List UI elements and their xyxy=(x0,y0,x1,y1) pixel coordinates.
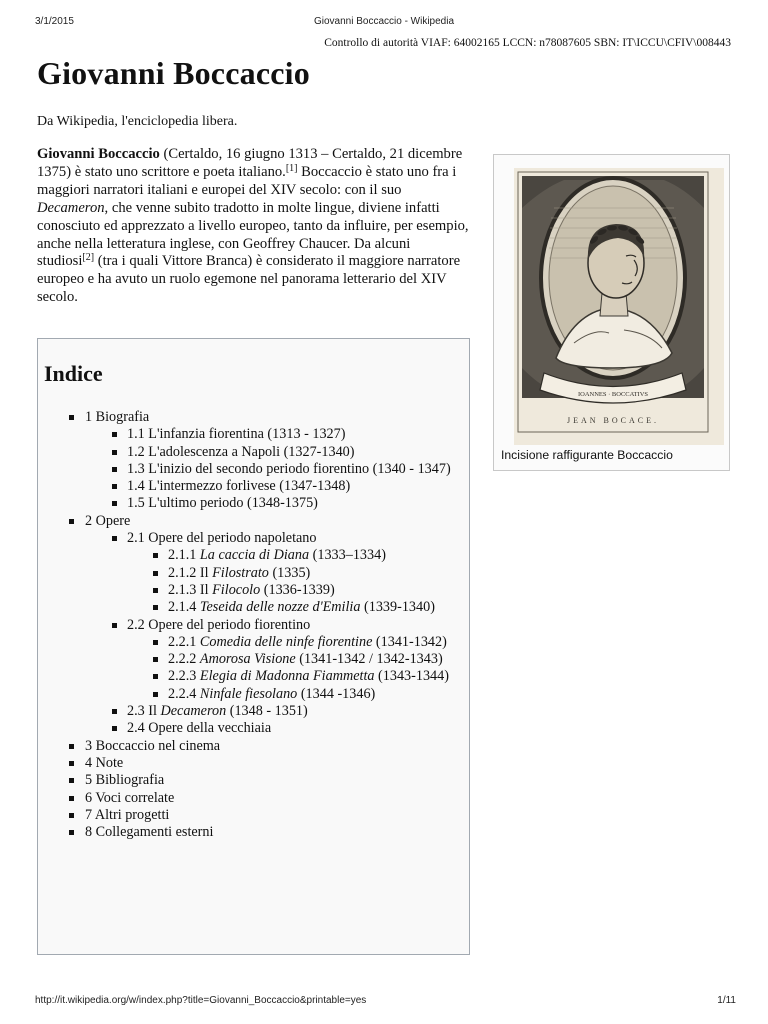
toc-item[interactable] xyxy=(38,478,463,495)
toc-item-dates: (1339-1340) xyxy=(360,599,435,616)
portrait-banner-text: IOANNES · BOCCATIVS xyxy=(577,391,649,398)
toc-item[interactable] xyxy=(38,582,463,599)
toc-item[interactable] xyxy=(38,530,463,547)
bullet-icon xyxy=(69,830,74,835)
toc-item-label: L'ultimo periodo (1348-1375) xyxy=(144,495,318,512)
bullet-icon xyxy=(69,519,74,524)
toc-item-label: Altri progetti xyxy=(92,806,170,823)
toc-item-number: 2.2.3 xyxy=(168,668,197,685)
infobox xyxy=(493,154,730,471)
toc-item-number: 5 xyxy=(85,772,93,789)
toc-item-label: Note xyxy=(92,754,124,771)
toc-item-work-title: Teseida delle nozze d'Emilia xyxy=(199,599,361,616)
toc-item-dates: (1343-1344) xyxy=(374,668,449,685)
toc-item[interactable] xyxy=(38,686,463,703)
footer-url[interactable]: http://it.wikipedia.org/w/index.php?title=Giovanni_Boccaccio&printable=yes xyxy=(35,995,367,1006)
bullet-icon xyxy=(153,571,158,576)
toc-item[interactable] xyxy=(38,617,463,634)
toc-item-number: 1.1 xyxy=(127,426,145,443)
toc-item-number: 4 xyxy=(85,754,93,771)
toc-item-number: 7 xyxy=(85,806,93,823)
intro-text-3: , che venne subito tradotto in molte lingue, diviene infatti conosciuto ed apprezzato a livello europeo, tanto da influire, per esempio, anche nella letteratura inglese, con Geoffrey Chaucer. Da alcuni studiosi xyxy=(37,199,469,270)
toc-item-label: L'infanzia fiorentina (1313 - 1327) xyxy=(144,426,346,443)
bullet-icon xyxy=(153,588,158,593)
toc-title: Indice xyxy=(44,361,103,386)
toc-item-label: Voci correlate xyxy=(92,789,175,806)
toc-item-work-title: Comedia delle ninfe fiorentine xyxy=(199,633,373,650)
toc-item-number: 2.3 xyxy=(127,703,145,720)
bullet-icon xyxy=(112,709,117,714)
toc-item[interactable] xyxy=(38,495,463,512)
toc-item-label: L'inizio del secondo periodo fiorentino (1340 - 1347) xyxy=(144,460,451,477)
bullet-icon xyxy=(69,761,74,766)
toc-item-label: Bibliografia xyxy=(92,772,165,789)
toc-item[interactable] xyxy=(38,634,463,651)
bullet-icon xyxy=(153,640,158,645)
toc-item-label: Biografia xyxy=(92,409,150,425)
toc-item-work-title: Decameron xyxy=(160,703,227,720)
bullet-icon xyxy=(153,674,158,679)
bullet-icon xyxy=(153,657,158,662)
boccaccio-portrait-image[interactable] xyxy=(514,168,724,445)
toc-item-work-title: Filostrato xyxy=(212,564,269,581)
toc-item-work-title: Amorosa Visione xyxy=(199,651,296,668)
toc-item-number: 1 xyxy=(85,409,93,425)
toc-item-dates: (1341-1342) xyxy=(372,633,447,650)
toc-item-number: 2.2.2 xyxy=(168,651,197,668)
toc-item-number: 2 xyxy=(85,512,93,529)
toc-item-label: L'adolescenza a Napoli (1327-1340) xyxy=(144,443,355,460)
toc-item-label: Collegamenti esterni xyxy=(92,824,214,841)
intro-text-4: (tra i quali Vittore Branca) è considerato il maggiore narratore europeo e ha avuto un ruolo egemone nel panorama letterario del XIV secolo. xyxy=(37,253,461,306)
toc-item-number: 2.1.2 xyxy=(168,564,197,581)
toc-item-label: Boccaccio nel cinema xyxy=(92,737,221,754)
toc-item[interactable] xyxy=(38,807,463,824)
toc-item[interactable] xyxy=(38,444,463,461)
bullet-icon xyxy=(153,692,158,697)
toc-item[interactable] xyxy=(38,426,463,443)
toc-item-number: 6 xyxy=(85,789,93,806)
toc-item-number: 2.2.1 xyxy=(168,633,197,650)
intro-paragraph xyxy=(37,146,469,307)
toc-item-work-title: Filocolo xyxy=(212,581,261,598)
toc-item-dates: (1335) xyxy=(268,564,311,581)
portrait-caption: Incisione raffigurante Boccaccio xyxy=(501,448,673,462)
toc-item-work-title: Ninfale fiesolano xyxy=(199,685,298,702)
page-title: Giovanni Boccaccio xyxy=(37,55,310,91)
intro-bold-name: Giovanni Boccaccio xyxy=(37,146,160,162)
toc-item-number: 2.1.4 xyxy=(168,599,197,616)
toc-item[interactable] xyxy=(38,547,463,564)
bullet-icon xyxy=(112,726,117,731)
toc-item-dates: (1348 - 1351) xyxy=(226,703,308,720)
toc-item-label: Opere del periodo fiorentino xyxy=(144,616,311,633)
intro-text-1: (Certaldo, 16 giugno 1313 – Certaldo, 21 dicembre 1375) è stato uno scrittore e poeta italiano. xyxy=(37,146,463,180)
toc-item[interactable] xyxy=(38,461,463,478)
bullet-icon xyxy=(112,501,117,506)
toc-item-number: 2.1 xyxy=(127,530,145,547)
print-date: 3/1/2015 xyxy=(35,16,74,27)
toc-item-work-title: Elegia di Madonna Fiammetta xyxy=(199,668,375,685)
reference-link-2[interactable]: [2] xyxy=(82,252,95,264)
toc-item[interactable] xyxy=(38,772,463,789)
bullet-icon xyxy=(112,623,117,628)
toc-item[interactable] xyxy=(38,513,463,530)
toc-item-dates: (1344 -1346) xyxy=(297,685,376,702)
bullet-icon xyxy=(112,432,117,437)
toc-item-number: 1.3 xyxy=(127,460,145,477)
toc-item-number: 1.4 xyxy=(127,478,145,495)
toc-item-label: Il xyxy=(196,581,213,598)
toc-item-number: 2.2 xyxy=(127,616,145,633)
toc-item-number: 1.2 xyxy=(127,443,145,460)
toc-item-number: 2.1.3 xyxy=(168,581,197,598)
toc-item-number: 3 xyxy=(85,737,93,754)
toc-item[interactable] xyxy=(38,409,463,426)
toc-item[interactable] xyxy=(38,720,463,737)
bullet-icon xyxy=(69,744,74,749)
toc-item-label: Opere xyxy=(92,512,131,529)
intro-work-title[interactable]: Decameron xyxy=(37,199,105,216)
bullet-icon xyxy=(112,450,117,455)
toc-item-number: 2.4 xyxy=(127,720,145,737)
toc-item-label: Opere del periodo napoletano xyxy=(144,530,317,547)
toc-item[interactable] xyxy=(38,790,463,807)
toc-item-label: Opere della vecchiaia xyxy=(144,720,272,737)
bullet-icon xyxy=(69,796,74,801)
toc-list xyxy=(38,409,463,841)
toc-item-label: L'intermezzo forlivese (1347-1348) xyxy=(144,478,351,495)
portrait-plate-text: JEAN BOCACE. xyxy=(566,416,660,425)
toc-item-label: Il xyxy=(196,564,213,581)
toc-item-dates: (1333–1334) xyxy=(309,547,386,564)
bullet-icon xyxy=(69,415,74,420)
bullet-icon xyxy=(69,813,74,818)
toc-item[interactable] xyxy=(38,668,463,685)
page-number: 1/11 xyxy=(717,995,736,1006)
bullet-icon xyxy=(153,605,158,610)
bullet-icon xyxy=(69,778,74,783)
bullet-icon xyxy=(153,553,158,558)
authority-control-line[interactable]: Controllo di autorità VIAF: 64002165 LCCN: n78087605 SBN: IT\ICCU\CFIV\008443 xyxy=(324,37,731,49)
intro-text-2: Boccaccio è stato uno fra i maggiori narratori italiani e europei del XIV secolo: con il suo xyxy=(37,163,457,198)
toc-item[interactable] xyxy=(38,738,463,755)
toc-item[interactable] xyxy=(38,565,463,582)
toc-item-label: Il xyxy=(144,703,161,720)
engraving-illustration xyxy=(514,168,724,445)
toc-item-dates: (1336-1339) xyxy=(260,581,335,598)
toc-item-number: 8 xyxy=(85,824,93,841)
toc-item[interactable] xyxy=(38,703,463,720)
toc-item[interactable] xyxy=(38,824,463,841)
print-header-title: Giovanni Boccaccio - Wikipedia xyxy=(313,16,455,27)
bullet-icon xyxy=(112,467,117,472)
toc-item-dates: (1341-1342 / 1342-1343) xyxy=(295,651,443,668)
toc-item-number: 2.2.4 xyxy=(168,685,197,702)
toc-item[interactable] xyxy=(38,651,463,668)
toc-item[interactable] xyxy=(38,599,463,616)
site-tagline: Da Wikipedia, l'enciclopedia libera. xyxy=(37,114,238,129)
bullet-icon xyxy=(112,536,117,541)
reference-link-1[interactable]: [1] xyxy=(285,162,298,174)
toc-item-work-title: La caccia di Diana xyxy=(199,547,310,564)
toc-item-number: 1.5 xyxy=(127,495,145,512)
bullet-icon xyxy=(112,484,117,489)
toc-item[interactable] xyxy=(38,755,463,772)
table-of-contents xyxy=(37,338,470,955)
toc-item-number: 2.1.1 xyxy=(168,547,197,564)
